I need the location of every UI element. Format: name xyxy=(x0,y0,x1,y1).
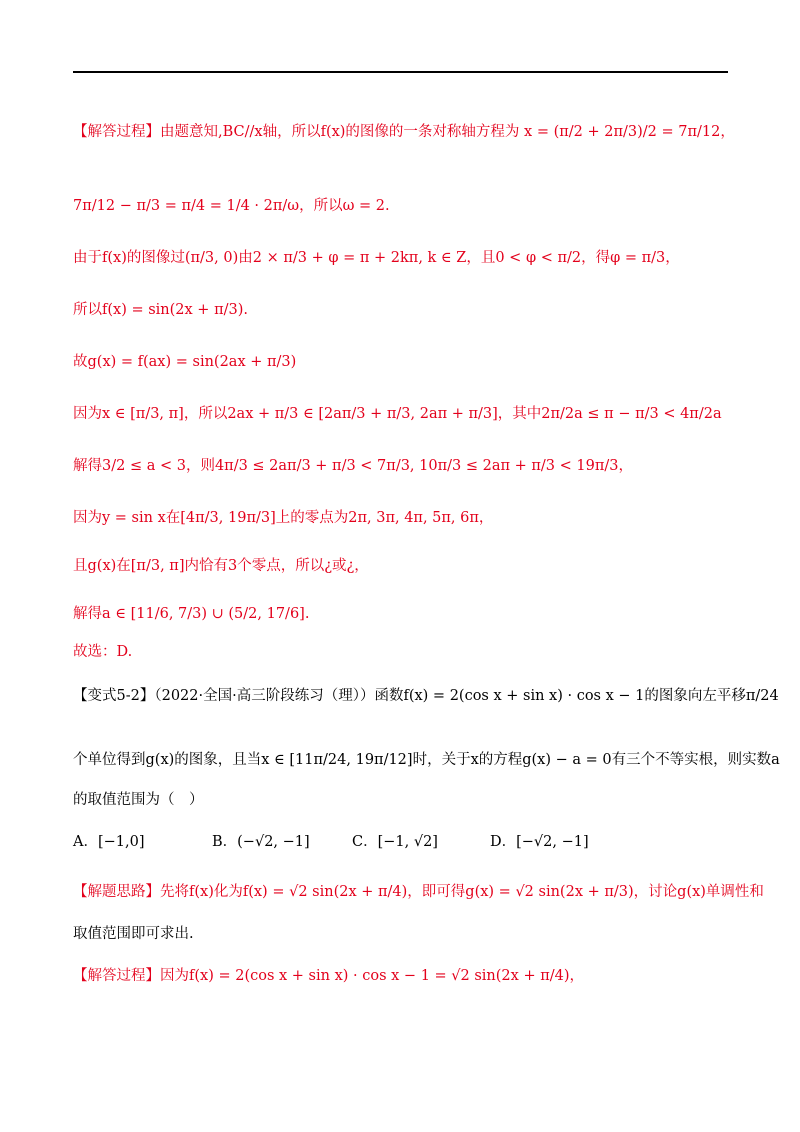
option-a: A．[−1,0] xyxy=(73,834,145,850)
solution-line-6: 因为x ∈ [π/3, π]，所以2ax + π/3 ∈ [2aπ/3 + π/3, 2aπ + π/3]，其中2π/2a ≤ π − π/3 < 4π/2a xyxy=(73,406,722,422)
option-b: B．(−√2, −1] xyxy=(212,834,310,850)
solution-line-3: 由于f(x)的图像过(π/3, 0)由2 × π/3 + φ = π + 2kπ, k ∈ Z，且0 < φ < π/2，得φ = π/3， xyxy=(73,250,680,266)
solution-line-2: 7π/12 − π/3 = π/4 = 1/4 · 2π/ω，所以ω = 2. xyxy=(73,198,390,214)
solution-line-10: 解得a ∈ [11/6, 7/3) ∪ (5/2, 17/6]. xyxy=(73,606,310,622)
problem-line-3: 的取值范围为（ ） xyxy=(73,792,204,808)
option-d: D．[−√2, −1] xyxy=(490,834,589,850)
problem-title: 【变式5-2】（2022·全国·高三阶段练习（理））函数f(x) = 2(cos x + sin x) · cos x − 1的图象向左平移π/24 xyxy=(73,688,779,704)
header-rule xyxy=(73,71,728,73)
option-c: C．[−1, √2] xyxy=(352,834,438,850)
solution-line-9: 且g(x)在[π/3, π]内恰有3个零点，所以¿或¿， xyxy=(73,558,369,574)
solution-line-4: 所以f(x) = sin(2x + π/3). xyxy=(73,302,248,318)
problem-line-2: 个单位得到g(x)的图象，且当x ∈ [11π/24, 19π/12]时，关于x的方程g(x) − a = 0有三个不等实根，则实数a xyxy=(73,752,780,768)
hint-line-2: 取值范围即可求出. xyxy=(73,926,194,942)
solution-line-5: 故g(x) = f(ax) = sin(2ax + π/3) xyxy=(73,354,297,370)
solution-line-1: 【解答过程】由题意知,BC//x轴，所以f(x)的图像的一条对称轴方程为 x = (π/2 + 2π/3)/2 = 7π/12， xyxy=(73,124,735,140)
solution-answer: 故选：D. xyxy=(73,644,133,660)
solution-line-8: 因为y = sin x在[4π/3, 19π/3]上的零点为2π, 3π, 4π, 5π, 6π， xyxy=(73,510,494,526)
hint-line-1: 【解题思路】先将f(x)化为f(x) = √2 sin(2x + π/4)，即可得g(x) = √2 sin(2x + π/3)，讨论g(x)单调性和 xyxy=(73,884,764,900)
process-line-1: 【解答过程】因为f(x) = 2(cos x + sin x) · cos x − 1 = √2 sin(2x + π/4)， xyxy=(73,968,584,984)
solution-line-7: 解得3/2 ≤ a < 3，则4π/3 ≤ 2aπ/3 + π/3 < 7π/3, 10π/3 ≤ 2aπ + π/3 < 19π/3， xyxy=(73,458,633,474)
